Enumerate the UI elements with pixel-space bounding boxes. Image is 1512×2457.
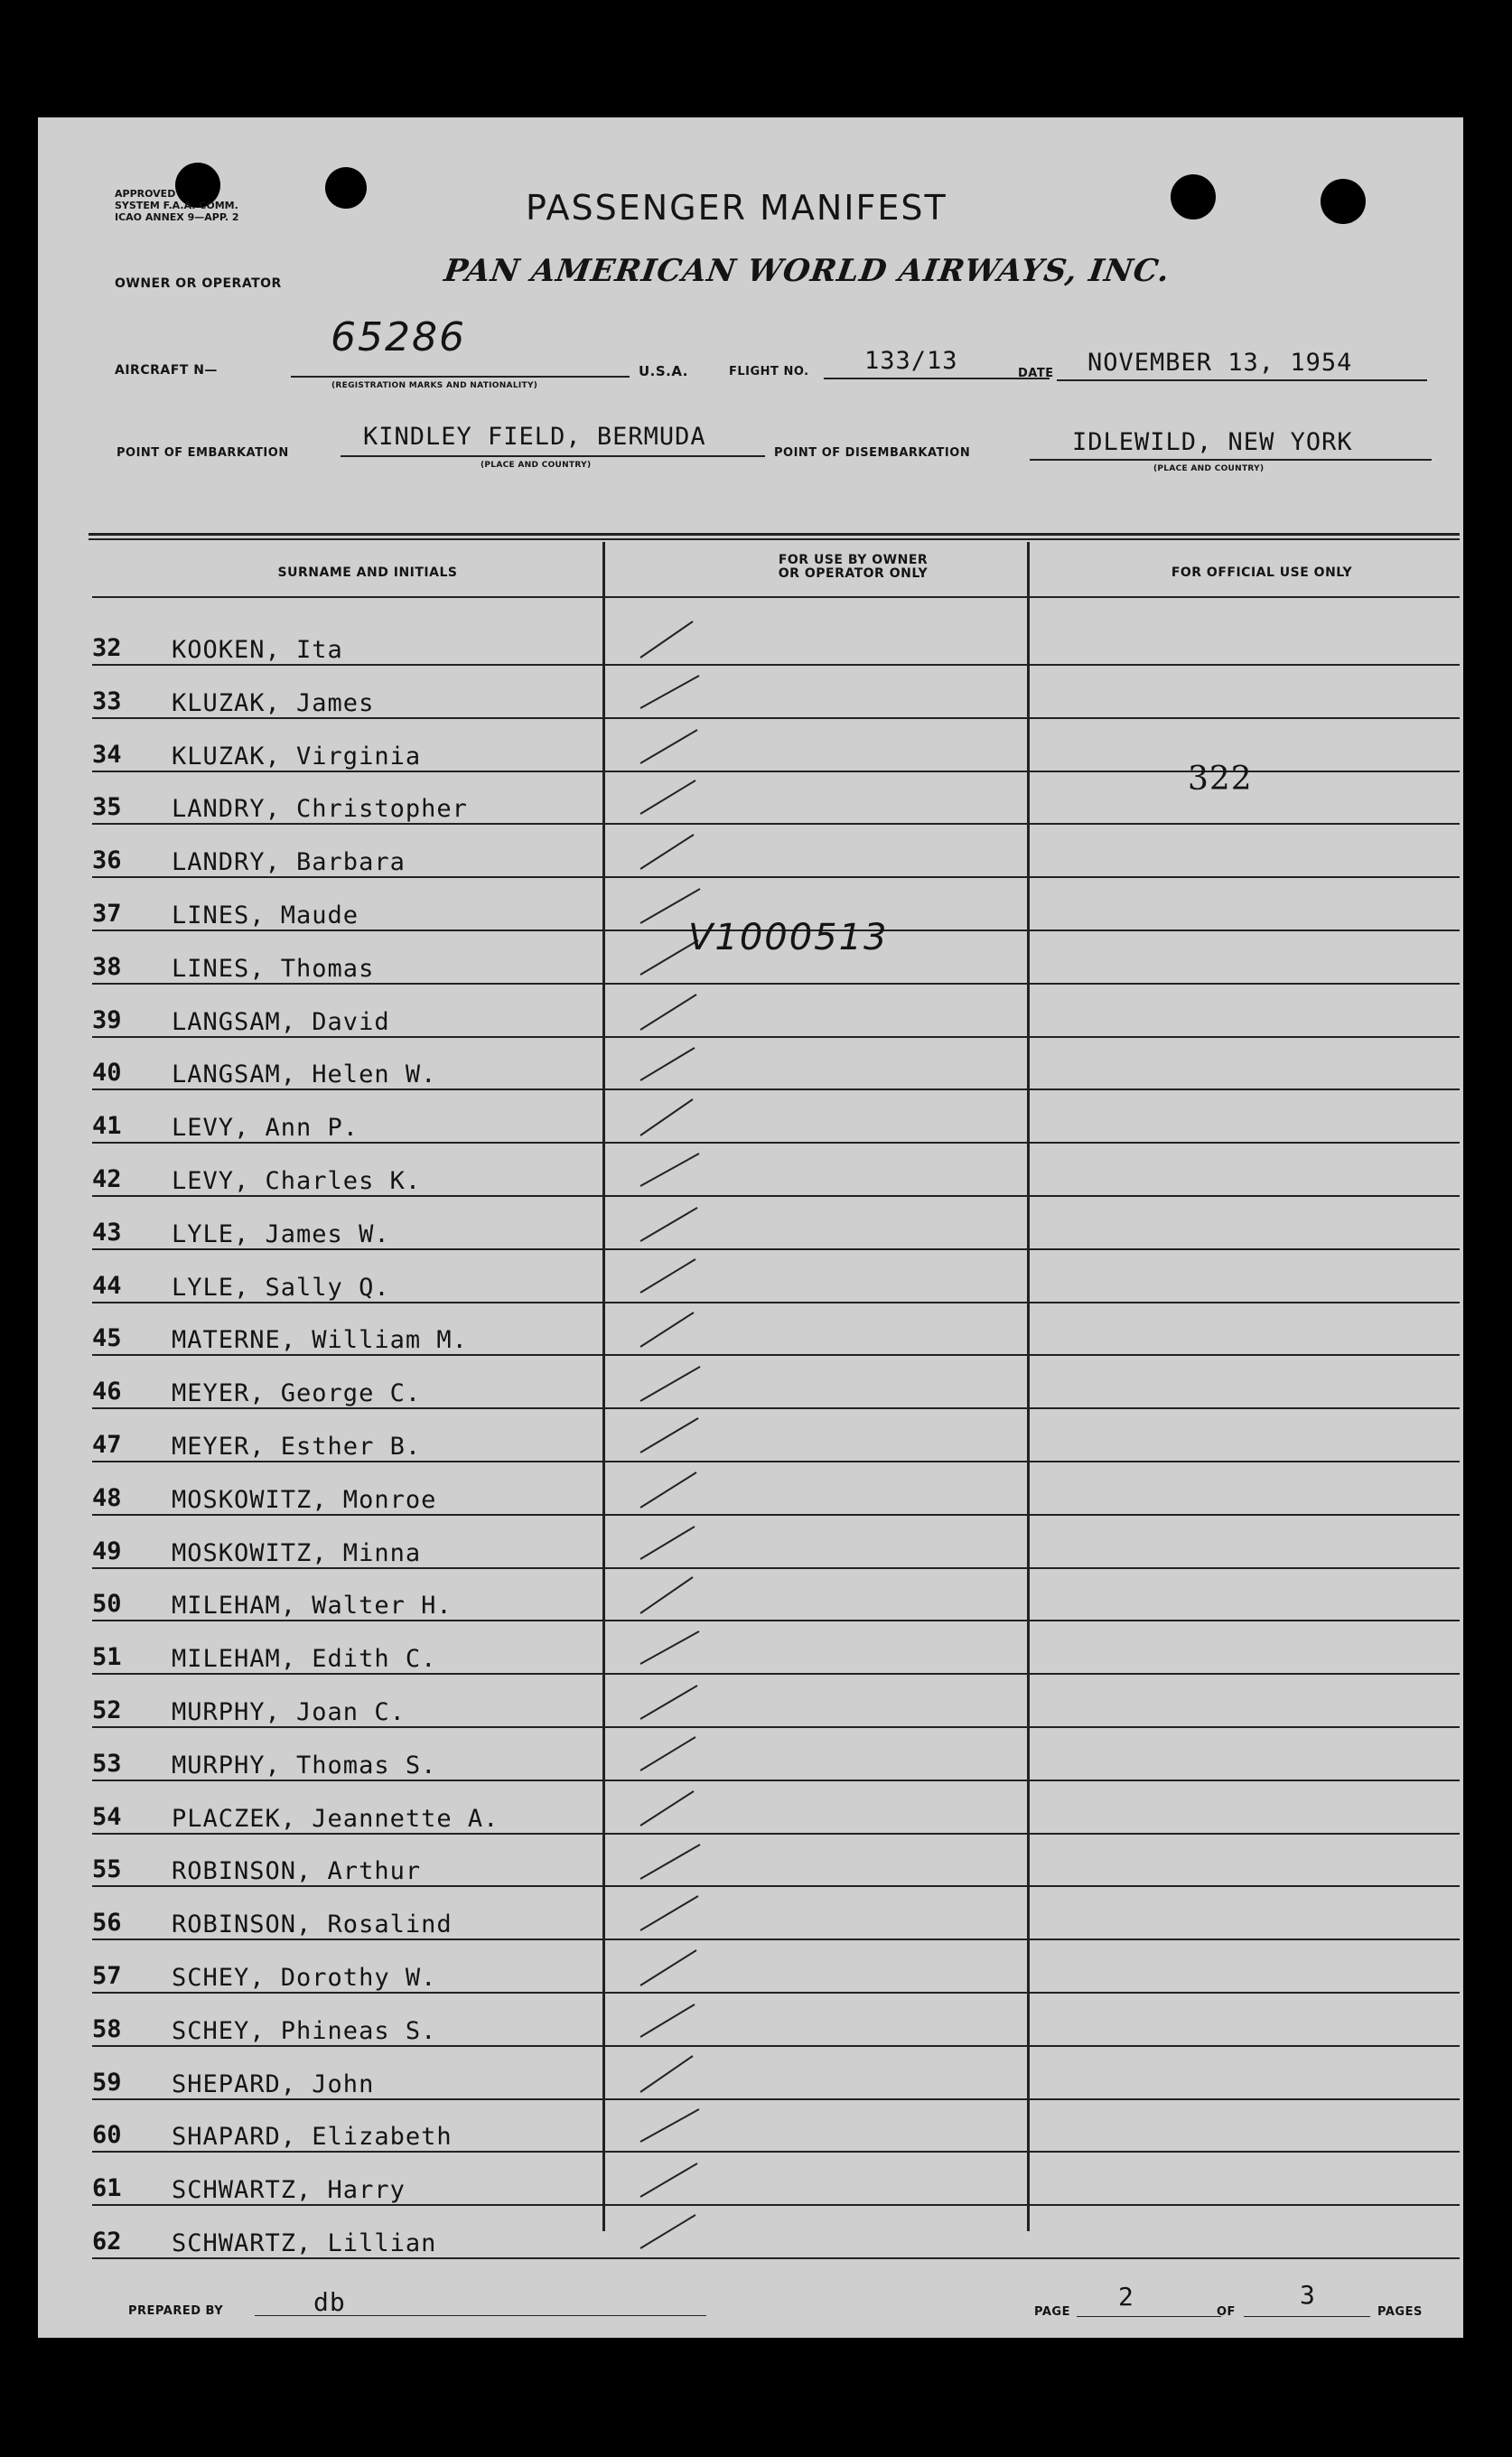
passenger-row: [92, 1621, 1465, 1675]
passenger-name: SCHWARTZ, Lillian: [172, 2229, 437, 2257]
check-mark-icon: [639, 618, 707, 663]
check-mark-icon: [639, 2105, 707, 2150]
row-number: 50: [92, 1590, 122, 1619]
passenger-row: [92, 1940, 1465, 1994]
punch-hole: [325, 167, 367, 209]
passenger-name: LANDRY, Barbara: [172, 848, 406, 877]
page-number: 2: [1118, 2282, 1134, 2312]
total-underline: [1244, 2316, 1370, 2317]
row-number: 58: [92, 2014, 122, 2043]
aircraft-label: AIRCRAFT N—: [115, 363, 218, 378]
passenger-name: LINES, Thomas: [172, 954, 375, 983]
row-number: 59: [92, 2068, 122, 2097]
approval-note: APPROVED SYSTEM F.A.A. COMM. ICAO ANNEX 9—APP. 2: [115, 188, 239, 223]
passenger-name: ROBINSON, Arthur: [172, 1857, 422, 1886]
passenger-name: SCHEY, Phineas S.: [172, 2016, 437, 2045]
row-number: 32: [92, 634, 122, 662]
aircraft-number: 65286: [331, 314, 466, 360]
prepared-by: db: [313, 2287, 346, 2317]
page-label: PAGE: [1034, 2305, 1070, 2319]
row-number: 51: [92, 1643, 122, 1672]
passenger-row: [92, 1887, 1465, 1940]
aircraft-underline: [291, 376, 630, 378]
row-number: 49: [92, 1537, 122, 1565]
passenger-name: MOSKOWITZ, Minna: [172, 1538, 422, 1567]
passenger-name: LEVY, Charles K.: [172, 1167, 422, 1195]
passenger-row: [92, 1197, 1465, 1250]
row-number: 47: [92, 1431, 122, 1459]
header-rule-top: [89, 533, 1460, 536]
row-number: 34: [92, 740, 122, 769]
passenger-row: [92, 1728, 1465, 1781]
company-name: PAN AMERICAN WORLD AIRWAYS, INC.: [442, 253, 1172, 289]
check-mark-icon: [639, 1096, 707, 1141]
passenger-name: LINES, Maude: [172, 902, 359, 930]
row-number: 33: [92, 687, 122, 715]
passenger-name: LYLE, Sally Q.: [172, 1273, 390, 1302]
passenger-row: [92, 985, 1465, 1038]
check-mark-icon: [639, 1361, 707, 1406]
check-mark-icon: [639, 1574, 707, 1619]
check-mark-icon: [639, 1468, 707, 1513]
passenger-row: [92, 1675, 1465, 1728]
row-number: 54: [92, 1802, 122, 1831]
header-rule-bottom: [92, 596, 1460, 598]
check-mark-icon: [639, 1415, 707, 1460]
embarkation-underline: [341, 455, 765, 457]
passenger-name: MATERNE, William M.: [172, 1326, 468, 1355]
check-mark-icon: [639, 1946, 707, 1991]
owner-label: OWNER OR OPERATOR: [115, 276, 282, 291]
check-mark-icon: [639, 1202, 707, 1247]
check-mark-icon: [639, 2052, 707, 2097]
row-number: 60: [92, 2121, 122, 2150]
row-number: 48: [92, 1483, 122, 1512]
check-mark-icon: [639, 1149, 707, 1194]
row-number: 45: [92, 1324, 122, 1353]
check-mark-icon: [639, 1787, 707, 1832]
passenger-row: [92, 1250, 1465, 1303]
page-underline: [1077, 2316, 1221, 2317]
passenger-row: [92, 666, 1465, 719]
passenger-row: [92, 1516, 1465, 1569]
passenger-row: [92, 1090, 1465, 1144]
check-mark-icon: [639, 1680, 707, 1725]
manifest-page: [38, 117, 1463, 2338]
check-mark-icon: [639, 1521, 707, 1566]
registration-caption: (REGISTRATION MARKS AND NATIONALITY): [331, 381, 538, 390]
passenger-row: [92, 2153, 1465, 2206]
passenger-row: [92, 1462, 1465, 1516]
passenger-row: [92, 612, 1465, 666]
check-mark-icon: [639, 1892, 707, 1938]
check-mark-icon: [639, 830, 707, 875]
embarkation-place: KINDLEY FIELD, BERMUDA: [363, 423, 706, 451]
row-number: 38: [92, 952, 122, 981]
check-mark-icon: [639, 990, 707, 1035]
row-number: 42: [92, 1165, 122, 1193]
row-number: 40: [92, 1059, 122, 1088]
official-number: 322: [1188, 761, 1253, 798]
embarkation-label: POINT OF EMBARKATION: [117, 446, 289, 460]
page-title: PASSENGER MANIFEST: [526, 188, 947, 228]
passenger-name: PLACZEK, Jeannette A.: [172, 1804, 499, 1833]
passenger-name: SCHWARTZ, Harry: [172, 2176, 406, 2205]
passenger-name: SHAPARD, Elizabeth: [172, 2123, 453, 2152]
row-number: 35: [92, 793, 122, 822]
passenger-row: [92, 825, 1465, 878]
passenger-name: KLUZAK, James: [172, 688, 375, 717]
passenger-name: LYLE, James W.: [172, 1219, 390, 1248]
passenger-name: LANGSAM, Helen W.: [172, 1060, 437, 1089]
check-mark-icon: [639, 1256, 707, 1301]
check-mark-icon: [639, 777, 707, 822]
row-number: 46: [92, 1378, 122, 1406]
check-mark-icon: [639, 1042, 707, 1088]
passenger-name: KOOKEN, Ita: [172, 636, 343, 664]
passenger-name: MOSKOWITZ, Monroe: [172, 1485, 437, 1514]
of-label: OF: [1217, 2305, 1236, 2319]
passenger-name: LANDRY, Christopher: [172, 795, 468, 824]
pages-label: PAGES: [1377, 2305, 1423, 2319]
passenger-row: [92, 719, 1465, 772]
passenger-row: [92, 2206, 1465, 2259]
flight-number: 133/13: [864, 347, 958, 375]
punch-hole: [1321, 179, 1366, 224]
row-number: 57: [92, 1962, 122, 1990]
column-header-surname: SURNAME AND INITIALS: [277, 565, 458, 580]
row-number: 44: [92, 1271, 122, 1300]
passenger-row: [92, 2099, 1465, 2153]
column-header-official: FOR OFFICIAL USE ONLY: [1171, 565, 1353, 580]
row-number: 61: [92, 2174, 122, 2203]
passenger-row: [92, 1568, 1465, 1621]
row-number: 62: [92, 2228, 122, 2256]
usa-label: U.S.A.: [639, 363, 688, 379]
embarkation-caption: (PLACE AND COUNTRY): [481, 461, 592, 470]
column-header-owner: FOR USE BY OWNER OR OPERATOR ONLY: [778, 553, 929, 581]
passenger-name: LEVY, Ann P.: [172, 1114, 359, 1143]
punch-hole: [1171, 174, 1216, 220]
passenger-name: SCHEY, Dorothy W.: [172, 1964, 437, 1992]
passenger-name: SHEPARD, John: [172, 2069, 375, 2098]
check-mark-icon: [639, 1308, 707, 1353]
date-underline: [1057, 379, 1427, 381]
check-mark-icon: [639, 724, 707, 770]
check-mark-icon: [639, 1839, 707, 1884]
prepared-by-label: PREPARED BY: [128, 2304, 224, 2318]
passenger-name: MILEHAM, Walter H.: [172, 1592, 453, 1621]
passenger-row: [92, 1409, 1465, 1462]
check-mark-icon: [639, 671, 707, 716]
disembarkation-place: IDLEWILD, NEW YORK: [1072, 428, 1353, 456]
disembarkation-label: POINT OF DISEMBARKATION: [774, 446, 971, 460]
passenger-name: MEYER, Esther B.: [172, 1433, 422, 1461]
row-number: 56: [92, 1909, 122, 1938]
row-number: 41: [92, 1112, 122, 1141]
passenger-name: LANGSAM, David: [172, 1007, 390, 1036]
passenger-row: [92, 1144, 1465, 1197]
row-number: 55: [92, 1855, 122, 1884]
check-mark-icon: [639, 1733, 707, 1779]
passenger-row: [92, 1994, 1465, 2047]
handwritten-code: V1000513: [688, 917, 889, 958]
row-number: 43: [92, 1218, 122, 1247]
passenger-name: MILEHAM, Edith C.: [172, 1645, 437, 1674]
row-number: 36: [92, 846, 122, 875]
flight-date: NOVEMBER 13, 1954: [1087, 349, 1353, 377]
page-total: 3: [1300, 2280, 1316, 2310]
row-number: 39: [92, 1005, 122, 1034]
check-mark-icon: [639, 1627, 707, 1672]
passenger-name: MEYER, George C.: [172, 1379, 422, 1408]
passenger-row: [92, 771, 1465, 825]
passenger-row: [92, 1356, 1465, 1409]
passenger-row: [92, 2047, 1465, 2100]
row-number: 52: [92, 1696, 122, 1724]
passenger-row: [92, 1834, 1465, 1887]
row-rule: [92, 2257, 1460, 2259]
row-number: 37: [92, 900, 122, 928]
flight-underline: [824, 378, 1050, 379]
passenger-row: [92, 1303, 1465, 1356]
check-mark-icon: [639, 1999, 707, 2044]
row-number: 53: [92, 1749, 122, 1778]
date-label: DATE: [1018, 367, 1054, 380]
passenger-name: ROBINSON, Rosalind: [172, 1910, 453, 1939]
flight-label: FLIGHT NO.: [729, 365, 809, 378]
disembarkation-caption: (PLACE AND COUNTRY): [1153, 464, 1265, 473]
disembarkation-underline: [1030, 459, 1432, 461]
passenger-name: KLUZAK, Virginia: [172, 742, 422, 771]
passenger-name: MURPHY, Joan C.: [172, 1698, 406, 1726]
check-mark-icon: [639, 2158, 707, 2203]
passenger-row: [92, 1781, 1465, 1835]
header-rule-top-2: [89, 538, 1460, 540]
passenger-name: MURPHY, Thomas S.: [172, 1751, 437, 1780]
check-mark-icon: [639, 2211, 707, 2256]
passenger-row: [92, 1037, 1465, 1090]
